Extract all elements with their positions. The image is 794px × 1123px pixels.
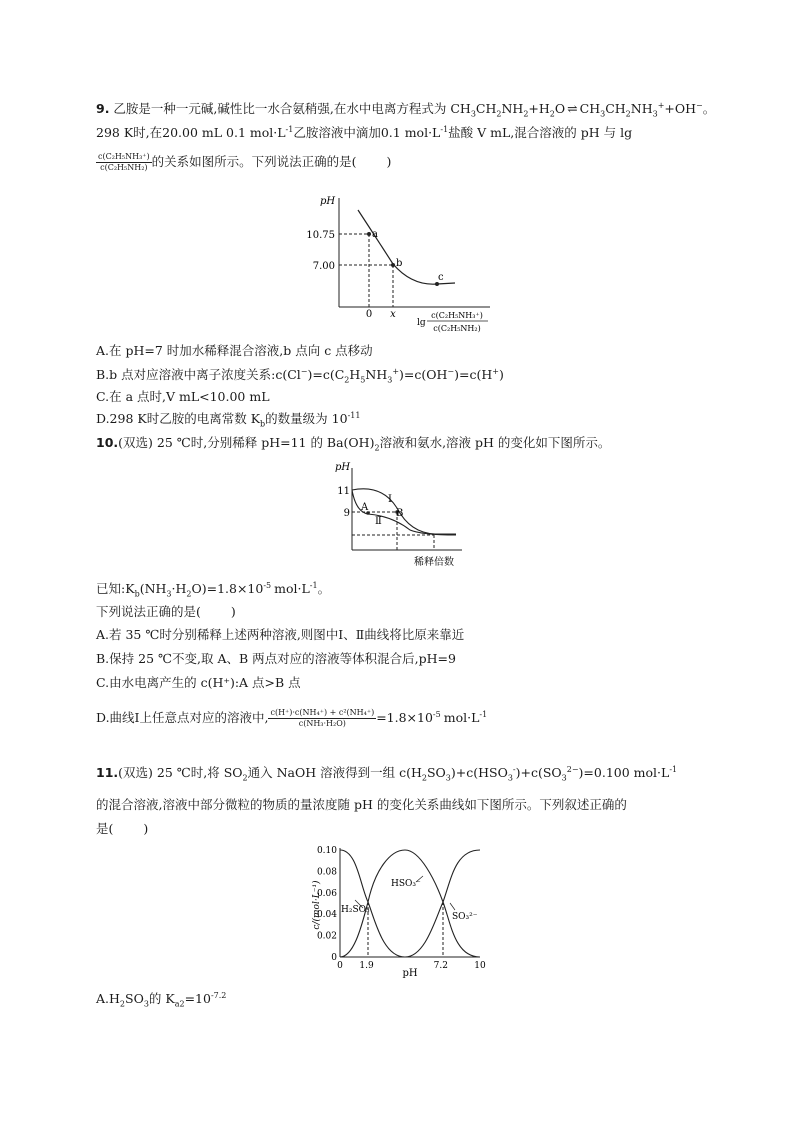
q9-option-d: D.298 K时乙胺的电离常数 $K_b$的数量级为 $10^{-11}$	[96, 410, 361, 429]
q10-label-B: B	[396, 508, 404, 519]
q11-ytick-4: 0.02	[316, 931, 337, 942]
q11-option-a: $A.H_2SO_3$的 $K_{a2}=10^{-7.2}$	[96, 990, 227, 1009]
q9-label-b: b	[396, 258, 403, 269]
q11-x-label: pH	[402, 968, 418, 979]
q9-point-b	[391, 263, 395, 267]
q10-x-label: 稀释倍数	[414, 557, 454, 568]
q9-option-a: A.在 pH=7 时加水稀释混合溶液,b 点向 c 点移动	[96, 343, 373, 358]
q9-line2: 298 K时,在20.00 mL 0.1 $mol\cdot L^{-1}$乙胺溶液中滴加0.1 $mol\cdot L^{-1}$盐酸 V mL,混合溶液的 pH 与 lg	[96, 124, 633, 140]
q10-label-A: A	[361, 502, 369, 513]
q10-line1: 10.(双选) 25 ℃时,分别稀释 pH=11 的 $Ba(OH)_2$溶液和氨水,溶液 pH 的变化如下图所示。	[96, 435, 611, 453]
q9-xlabel-den: c(C₂H₅NH₂)	[433, 324, 481, 333]
q11-xtick-1: 1.9	[359, 961, 374, 971]
q11-ytick-5: 0	[331, 953, 337, 963]
q9-chart	[300, 190, 500, 340]
equilibrium-arrow-icon: ⇌	[567, 101, 578, 116]
q10-ytick-9: 9	[343, 508, 350, 519]
q10-known: 已知$:K_b(NH_3\cdot H_2O)=1.8\times 10^{-5}$ $mol\cdot L^{-1}$。	[96, 580, 331, 599]
q10-label-II: Ⅱ	[375, 516, 382, 527]
q10-y-label: pH	[335, 462, 351, 473]
q10-option-a: A.若 35 ℃时分别稀释上述两种溶液,则图中Ⅰ、Ⅱ曲线将比原来靠近	[96, 627, 465, 642]
q9-y-label: pH	[320, 196, 336, 207]
q9-line1: 9. 乙胺是一种一元碱,碱性比一水合氨稍强,在水中电离方程式为 $CH_3CH_2NH_2+H_2O$ ⇌ $CH_3CH_2NH_3^++OH^-$。	[96, 100, 716, 119]
q11-chart	[305, 840, 495, 980]
q11-label-hso3: HSO₃⁻	[391, 879, 421, 889]
q10-option-d: D.曲线Ⅰ上任意点对应的溶液中, $\frac{\text{c(H⁺)·c(NH₄⁺) + c²(NH₄⁺)}}{\text{c(NH₃·H₂O)}}$ $=1.8\times 10^{-5}$ $mol\cdot L^{-1}$	[96, 708, 488, 728]
q10-ask: 下列说法正确的是( )	[96, 604, 236, 619]
q11-xtick-3: 10	[474, 961, 486, 971]
q10-chart	[330, 460, 470, 570]
q9-label-a: a	[372, 229, 378, 240]
q9-number: 9.	[96, 101, 110, 116]
q10-number: 10.	[96, 435, 119, 450]
q11-xtick-2: 7.2	[433, 961, 448, 971]
q11-curve-h2so3	[340, 850, 480, 957]
q11-ytick-2: 0.06	[316, 888, 337, 899]
q9-xlabel-lg: lg	[417, 318, 426, 328]
q11-label-h2so3: H₂SO₃	[341, 905, 370, 915]
q9-xtick-0: 0	[365, 309, 373, 320]
q9-fraction: $\frac{\text{c(C₂H₅NH₃⁺)}}{\text{c(C₂H₅NH₂)}}$	[98, 152, 150, 172]
q10-ytick-11: 11	[337, 486, 350, 497]
q9-label-c: c	[438, 272, 444, 283]
q11-label-so3: SO₃²⁻	[452, 912, 478, 922]
q11-curve-so3	[340, 850, 480, 957]
q11-ytick-0: 0.10	[316, 846, 337, 856]
q11-ytick-1: 0.08	[316, 867, 337, 878]
q9-ytick-1075: 10.75	[306, 230, 335, 241]
q11-curve-hso3	[340, 850, 480, 957]
q10-option-b: B.保持 25 ℃不变,取 A、B 两点对应的溶液等体积混合后,pH=9	[96, 651, 456, 666]
q11-y-label: c/(mol·L⁻¹)	[312, 880, 322, 930]
q9-option-c: C.在 a 点时,V mL<10.00 mL	[96, 389, 270, 404]
q9-point-a	[367, 232, 371, 236]
q11-line1: 11.(双选) 25 ℃时,将 $SO_2$通入 NaOH 溶液得到一组 $c(H_2SO_3)+c(HSO_3^-)+c(SO_3^{2-})=0.100$ $mol\cdot L^{-1}$	[96, 764, 678, 783]
q10-label-I: Ⅰ	[388, 494, 392, 505]
q10-fraction: $\frac{\text{c(H⁺)·c(NH₄⁺) + c²(NH₄⁺)}}{\text{c(NH₃·H₂O)}}$	[270, 708, 375, 728]
q9-option-b: B.b 点对应溶液中离子浓度关系$:c(Cl^-)=c(C_2H_5NH_3^+)=c(OH^-)=c(H^+)$	[96, 366, 504, 385]
q11-ytick-3: 0.04	[316, 910, 337, 921]
q9-line3: $\frac{\text{c(C₂H₅NH₃⁺)}}{\text{c(C₂H₅NH₂)}}$ 的关系如图所示。下列说法正确的是( )	[98, 152, 392, 172]
q9-xtick-x: x	[390, 309, 396, 320]
q11-line3: 是( )	[96, 821, 149, 836]
q11-xtick-0: 0	[337, 961, 343, 971]
q9-ytick-700: 7.00	[312, 261, 335, 272]
q11-line2: 的混合溶液,溶液中部分微粒的物质的量浓度随 pH 的变化关系曲线如下图所示。下列叙述正确的	[96, 797, 627, 812]
q10-option-c: C.由水电离产生的 c(H⁺):A 点>B 点	[96, 675, 301, 690]
q11-number: 11.	[96, 765, 119, 780]
q9-xlabel-num: c(C₂H₅NH₃⁺)	[431, 311, 483, 320]
